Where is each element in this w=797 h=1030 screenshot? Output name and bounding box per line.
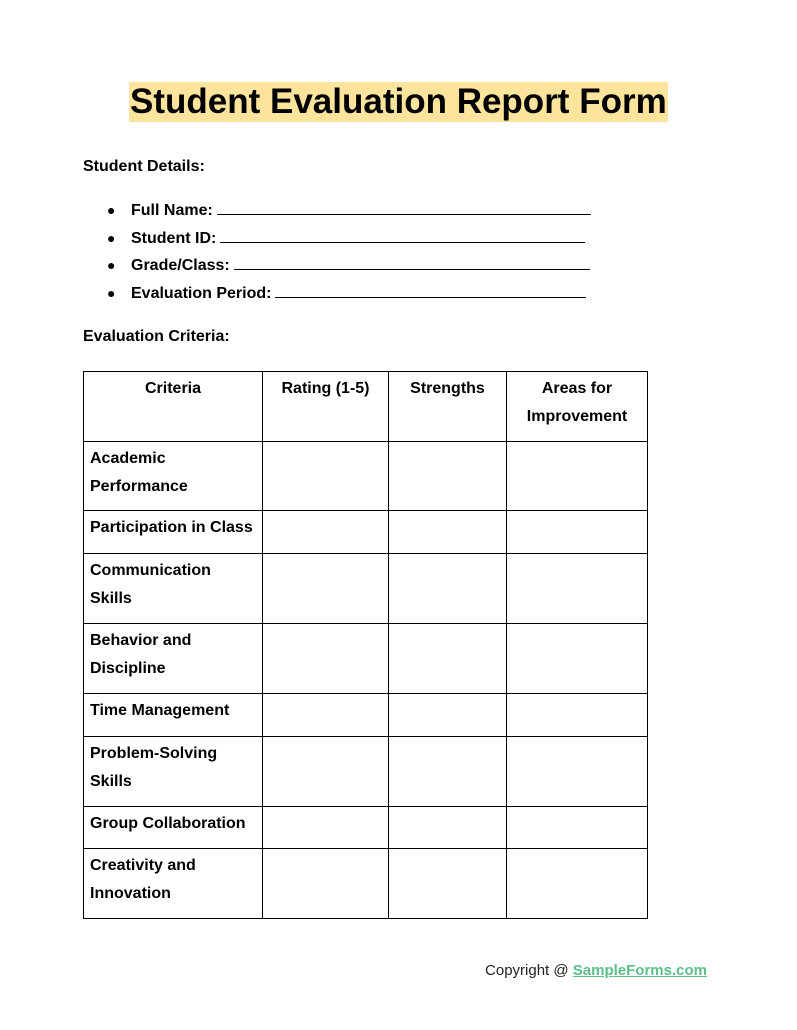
table-row: [84, 849, 648, 919]
bullet-icon: ●: [107, 229, 116, 246]
bullet-icon: ●: [107, 202, 116, 218]
table-row: [84, 737, 648, 807]
student-details-heading: Student Details:: [83, 158, 205, 175]
criteria-cell: Problem-Solving Skills: [84, 737, 263, 807]
header-areas-for-improvement: Areas for Improvement: [507, 372, 648, 442]
criteria-cell: Participation in Class: [84, 511, 263, 554]
evaluation-period-field[interactable]: [275, 280, 586, 298]
table-row: [84, 554, 648, 624]
rating-cell[interactable]: [263, 694, 389, 737]
improvement-cell[interactable]: [507, 624, 648, 694]
page-title: Student Evaluation Report Form: [130, 82, 667, 121]
improvement-cell[interactable]: [507, 807, 648, 849]
strengths-cell[interactable]: [389, 807, 507, 849]
improvement-cell[interactable]: [507, 442, 648, 511]
rating-cell[interactable]: [263, 737, 389, 807]
student-id-field[interactable]: [220, 225, 585, 243]
strengths-cell[interactable]: [389, 737, 507, 807]
bullet-icon: ●: [107, 285, 116, 302]
footer: [485, 962, 707, 979]
rating-cell[interactable]: [263, 554, 389, 624]
list-item: [107, 280, 591, 308]
table-row: [84, 442, 648, 511]
rating-cell[interactable]: [263, 807, 389, 849]
criteria-cell: Time Management: [84, 694, 263, 737]
field-label: Evaluation Period:: [131, 285, 272, 303]
table-row: [84, 511, 648, 554]
copyright-text: Copyright @: [485, 962, 573, 979]
improvement-cell[interactable]: [507, 849, 648, 919]
header-strengths: Strengths: [389, 372, 507, 442]
sampleforms-link[interactable]: SampleForms.com: [572, 962, 707, 979]
strengths-cell[interactable]: [389, 849, 507, 919]
field-label: Full Name:: [131, 202, 213, 219]
evaluation-criteria-heading: Evaluation Criteria:: [83, 328, 230, 345]
rating-cell[interactable]: [263, 849, 389, 919]
full-name-field[interactable]: [217, 197, 591, 215]
field-label: Student ID:: [131, 229, 217, 247]
strengths-cell[interactable]: [389, 511, 507, 554]
strengths-cell[interactable]: [389, 554, 507, 624]
list-item: [107, 225, 591, 253]
list-item: [107, 197, 591, 225]
evaluation-table: [83, 371, 648, 919]
rating-cell[interactable]: [263, 442, 389, 511]
strengths-cell[interactable]: [389, 694, 507, 737]
table-row: [84, 694, 648, 737]
table-row: [84, 624, 648, 694]
bullet-icon: ●: [107, 257, 116, 274]
criteria-cell: Communication Skills: [84, 554, 263, 624]
improvement-cell[interactable]: [507, 737, 648, 807]
criteria-cell: Academic Performance: [84, 442, 263, 511]
header-rating: Rating (1-5): [263, 372, 389, 442]
list-item: [107, 252, 591, 280]
student-details-list: [107, 197, 591, 308]
improvement-cell[interactable]: [507, 694, 648, 737]
strengths-cell[interactable]: [389, 442, 507, 511]
criteria-cell: Group Collaboration: [84, 807, 263, 849]
improvement-cell[interactable]: [507, 554, 648, 624]
table-header-row: [84, 372, 648, 442]
field-label: Grade/Class:: [131, 257, 230, 275]
table-row: [84, 807, 648, 849]
header-criteria: Criteria: [84, 372, 263, 442]
grade-class-field[interactable]: [234, 252, 590, 270]
rating-cell[interactable]: [263, 624, 389, 694]
improvement-cell[interactable]: [507, 511, 648, 554]
rating-cell[interactable]: [263, 511, 389, 554]
strengths-cell[interactable]: [389, 624, 507, 694]
criteria-cell: Behavior and Discipline: [84, 624, 263, 694]
criteria-cell: Creativity and Innovation: [84, 849, 263, 919]
